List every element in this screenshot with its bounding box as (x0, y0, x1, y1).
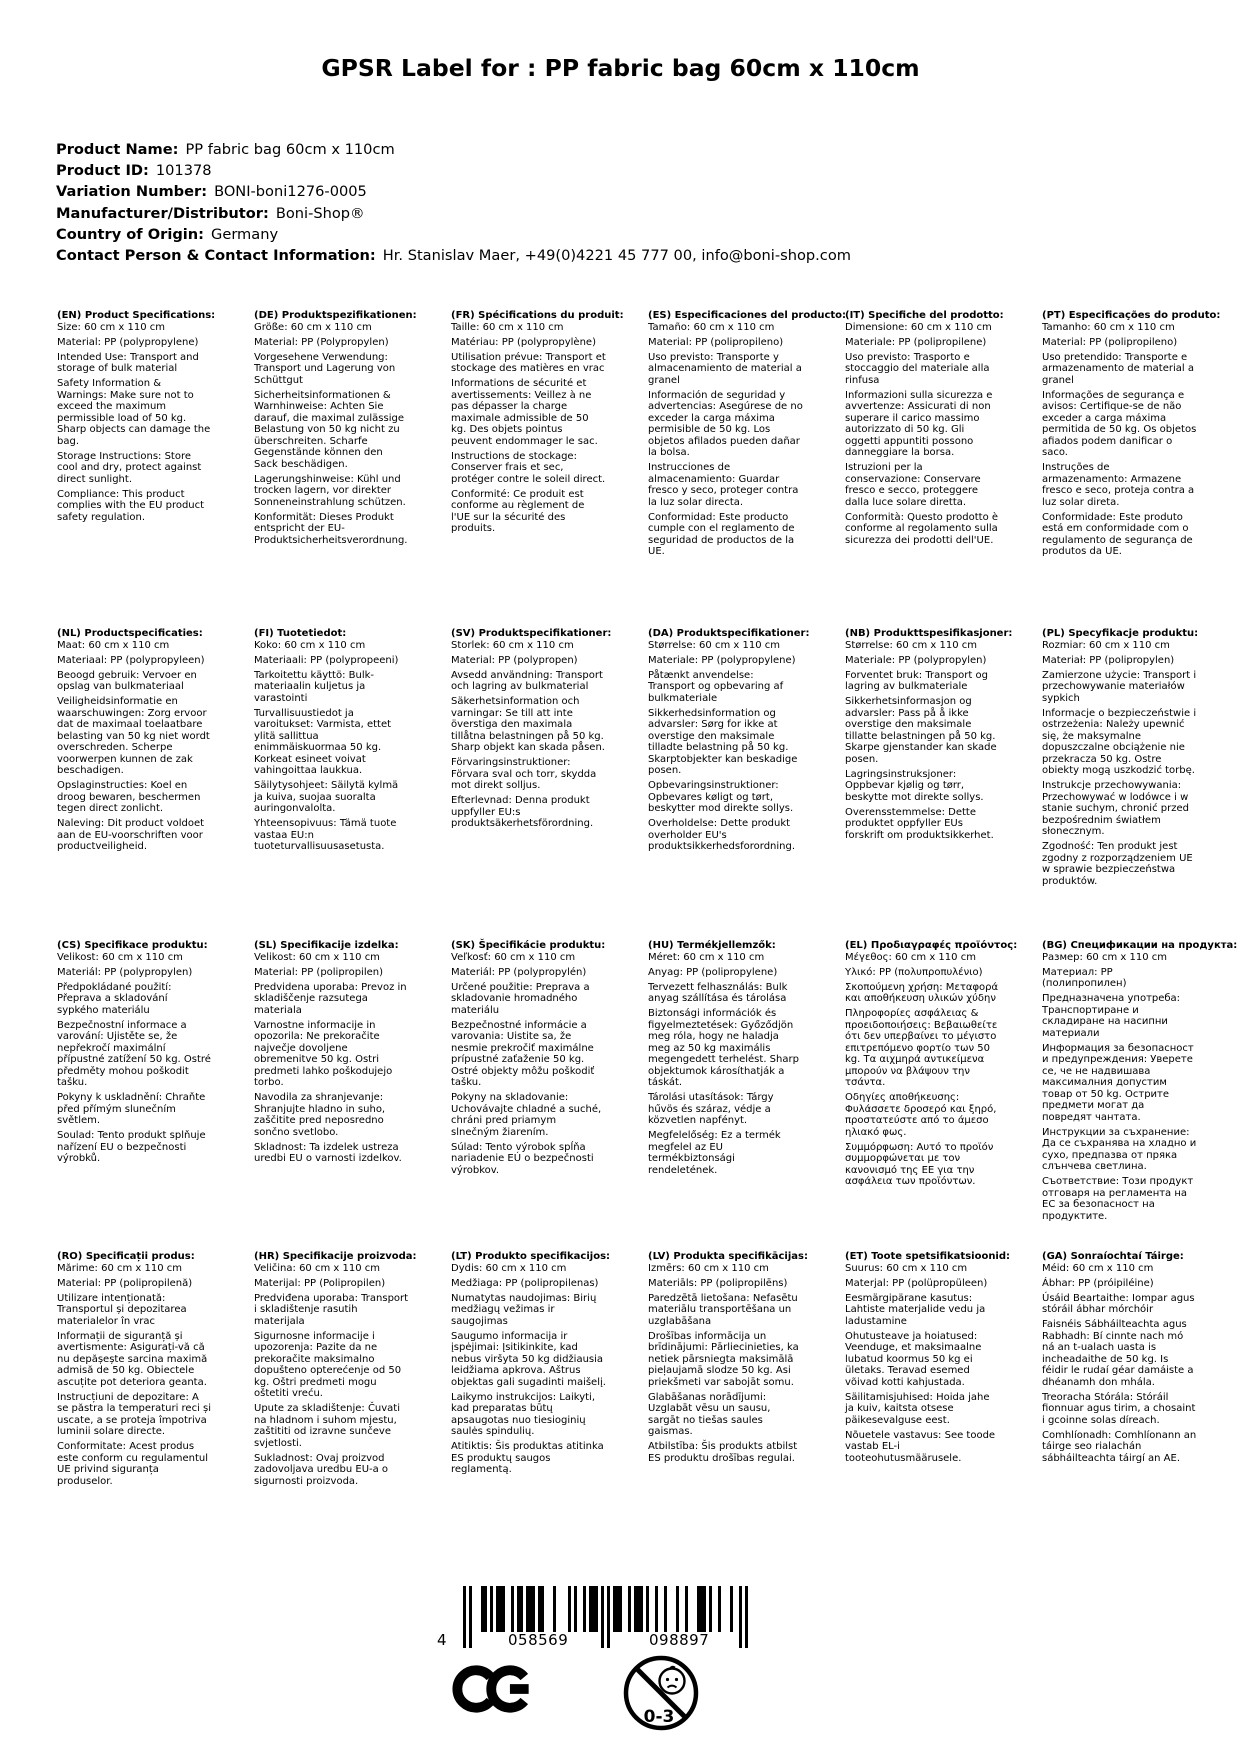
spec-paragraph: Инструкции за съхранение: Да се съхранява на хладно и сухо, предпазва от пряка слънчева светлина. (1042, 1126, 1197, 1172)
spec-paragraph: Pokyny k uskladnění: Chraňte před přímým slunečním světlem. (57, 1092, 206, 1126)
spec-paragraph: Yhteensopivuus: Tämä tuote vastaa EU:n tuoteturvallisuusasetusta. (254, 818, 397, 852)
spec-paragraph: Megfelelőség: Ez a termék megfelel az EU termékbiztonsági rendeletének. (648, 1130, 781, 1176)
spec-paragraph: Atitiktis: Šis produktas atitinka ES produktų saugos reglamentą. (451, 1441, 604, 1475)
spec-paragraph: Größe: 60 cm x 110 cm (254, 321, 372, 333)
spec-paragraph: Sukladnost: Ovaj proizvod zadovoljava uredbu EU-a o sigurnosti proizvoda. (254, 1452, 389, 1487)
field-value: Boni-Shop® (275, 204, 365, 222)
spec-paragraph: Materiaali: PP (polypropeeni) (254, 654, 399, 666)
spec-paragraph: Material: PP (polipropileno) (648, 336, 784, 348)
spec-paragraph: Varnostne informacije in opozorila: Ne prekoračite največje dovoljene obremenitve 50 kg. Ostri predmeti lahko poškodujejo torbo. (254, 1019, 393, 1088)
product-info-row (56, 224, 851, 245)
spec-block-heading: (PT) Especificações do produto: (1042, 310, 1221, 321)
spec-paragraph: Instruções de armazenamento: Armazene fresco e seco, proteja contra a luz solar direta. (1042, 462, 1195, 508)
field-value: BONI-boni1276-0005 (214, 183, 367, 201)
spec-paragraph: Forventet bruk: Transport og lagring av bulkmateriale (845, 669, 988, 692)
spec-paragraph: Tervezett felhasználás: Bulk anyag szállítása és tárolása (648, 981, 788, 1004)
spec-block-hu (648, 940, 803, 1251)
barcode-bar (718, 1586, 721, 1632)
spec-paragraph: Bezpečnostní informace a varování: Ujistěte se, že nepřekročí maximální přípustné zatížení 50 kg. Ostré předměty mohou poškodit tašku. (57, 1019, 211, 1088)
barcode-left-digits: 058569 (508, 1631, 569, 1649)
spec-paragraph: Материал: PP (полипропилен) (1042, 966, 1127, 989)
spec-block-heading: (DE) Produktspezifikationen: (254, 310, 417, 321)
spec-paragraph: Eesmärgipärane kasutus: Lahtiste materjalide vedu ja ladustamine (845, 1292, 986, 1327)
spec-paragraph: Información de seguridad y advertencias: Asegúrese de no exceder la carga máxima permisible de 50 kg. Los objetos afilados pueden dañar la bolsa. (648, 389, 803, 458)
field-value: Hr. Stanislav Maer, +49(0)4221 45 777 00, info@boni-shop.com (382, 247, 851, 265)
barcode (437, 1586, 748, 1650)
spec-paragraph: Suurus: 60 cm x 110 cm (845, 1262, 968, 1274)
spec-paragraph: Atbilstība: Šis produkts atbilst ES produktu drošības regulai. (648, 1441, 798, 1464)
spec-block-nl (57, 628, 212, 940)
baby-face-icon (660, 1667, 685, 1694)
field-label: Manufacturer/Distributor: (56, 204, 269, 222)
spec-paragraph: Säilitamisjuhised: Hoida jahe ja kuiv, kaitsta otsese päikesevalguse eest. (845, 1391, 990, 1426)
field-label: Product ID: (56, 162, 149, 180)
spec-paragraph: Veiligheidsinformatie en waarschuwingen: Zorg ervoor dat de maximaal toelaatbare belasting van 50 kg niet wordt overschreden. Scherpe voorwerpen kunnen de zak beschadigen. (57, 696, 210, 776)
spec-block-hr (254, 1251, 417, 1491)
spec-paragraph: Conformitate: Acest produs este conform cu regulamentul UE privind siguranța produselor. (57, 1441, 208, 1487)
spec-paragraph: Naleving: Dit product voldoet aan de EU-voorschriften voor productveiligheid. (57, 818, 205, 852)
spec-paragraph: Съответствие: Този продукт отговаря на регламента на ЕС за безопасност на продуктите. (1042, 1176, 1194, 1222)
spec-paragraph: Matériau: PP (polypropylène) (451, 336, 596, 348)
spec-paragraph: Lagerungshinweise: Kühl und trocken lagern, vor direkter Sonneneinstrahlung schützen. (254, 473, 406, 508)
spec-paragraph: Предназначена употреба: Транспортиране и складиране на насипни материали (1042, 993, 1181, 1039)
spec-paragraph: Mărime: 60 cm x 110 cm (57, 1262, 183, 1274)
language-specs-grid (57, 310, 1238, 1491)
spec-block-ga (1042, 1251, 1197, 1491)
ce-mark-icon (452, 1661, 534, 1717)
spec-paragraph: Sikkerhetsinformasjon og advarsler: Pass på å ikke overstige den maksimale tillatte belastningen på 50 kg. Skarpe gjenstander kan skade posen. (845, 696, 997, 765)
page-title: GPSR Label for : PP fabric bag 60cm x 110cm (321, 54, 920, 82)
spec-paragraph: Conformité: Ce produit est conforme au règlement de l'UE sur la sécurité des produits. (451, 488, 585, 534)
spec-paragraph: Material: PP (polypropylene) (57, 336, 199, 348)
spec-paragraph: Förvaringsinstruktioner: Förvara sval och torr, skydda mot direkt solljus. (451, 757, 597, 791)
spec-paragraph: Overensstemmelse: Dette produktet oppfyller EUs forskrift om produktsikkerhet. (845, 806, 994, 841)
spec-paragraph: Instrucciones de almacenamiento: Guardar fresco y seco, proteger contra la luz solar directa. (648, 462, 799, 508)
barcode-bar (676, 1586, 679, 1632)
spec-block-heading: (EL) Προδιαγραφές προϊόντος: (845, 940, 1018, 951)
spec-paragraph: Tárolási utasítások: Tárgy hűvös és száraz, védje a közvetlen napfényt. (648, 1092, 774, 1126)
spec-paragraph: Predvidena uporaba: Prevoz in skladiščenje razsutega materiala (254, 981, 407, 1016)
spec-paragraph: Utilizare intenționată: Transportul și depozitarea materialelor în vrac (57, 1292, 187, 1327)
barcode-bar (646, 1586, 649, 1632)
spec-block-heading: (EN) Product Specifications: (57, 310, 216, 321)
barcode-bar (469, 1586, 472, 1648)
spec-block-sl (254, 940, 409, 1251)
spec-paragraph: Material: PP (polipropilenă) (57, 1277, 193, 1289)
spec-block-heading: (LV) Produkta specifikācijas: (648, 1251, 808, 1262)
spec-paragraph: Informacje o bezpieczeństwie i ostrzeżenia: Należy upewnić się, że maksymalne dopuszczalne obciążenie nie przekracza 50 kg. Ostre obiekty mogą uszkodzić torbę. (1042, 707, 1197, 776)
spec-paragraph: Säilytysohjeet: Säilytä kylmä ja kuiva, suojaa suoralta auringonvalolta. (254, 780, 399, 814)
spec-block-bg (1042, 940, 1238, 1251)
spec-paragraph: Размер: 60 cm x 110 cm (1042, 951, 1167, 963)
spec-paragraph: Veľkosť: 60 cm x 110 cm (451, 951, 576, 963)
barcode-bar (745, 1586, 748, 1648)
spec-paragraph: Materijal: PP (Polipropilen) (254, 1277, 386, 1289)
spec-paragraph: Efterlevnad: Denna produkt uppfyller EU:s produktsäkerhetsförordning. (451, 795, 594, 829)
spec-paragraph: Uso previsto: Trasporto e stoccaggio del materiale alla rinfusa (845, 351, 990, 386)
spec-paragraph: Izmērs: 60 cm x 110 cm (648, 1262, 769, 1274)
spec-paragraph: Laikymo instrukcijos: Laikyti, kad preparatas būtų apsaugotas nuo tiesioginių saulės spindulių. (451, 1391, 595, 1437)
spec-paragraph: Overholdelse: Dette produkt overholder EU's produktsikkerhedsforordning. (648, 818, 796, 852)
barcode-bar (520, 1586, 523, 1632)
spec-block-sv (451, 628, 612, 940)
spec-paragraph: Säkerhetsinformation och varningar: Se till att inte överstiga den maximala tillåtna belastningen på 50 kg. Sharp objekt kan skada påsen. (451, 696, 605, 753)
spec-block-heading: (RO) Specificații produs: (57, 1251, 195, 1262)
spec-paragraph: Medžiaga: PP (polipropilenas) (451, 1277, 599, 1289)
barcode-bar (532, 1586, 535, 1632)
spec-paragraph: Υλικό: PP (πολυπροπυλένιο) (845, 966, 983, 978)
spec-paragraph: Skladnost: Ta izdelek ustreza uredbi EU o varnosti izdelkov. (254, 1141, 402, 1164)
spec-paragraph: Saugumo informacija ir įspėjimai: Įsitikinkite, kad nebus viršyta 50 kg didžiausia leidžiama apkrova. Aštrus objektas gali sugadinti maišelį. (451, 1330, 606, 1388)
spec-block-heading: (FI) Tuotetiedot: (254, 628, 347, 639)
spec-paragraph: Opbevaringsinstruktioner: Opbevares køligt og tørt, beskytter mod direkte sollys. (648, 780, 794, 814)
barcode-bar (709, 1586, 712, 1632)
spec-paragraph: Materjal: PP (polüpropüleen) (845, 1277, 988, 1289)
barcode-bar (655, 1586, 658, 1632)
spec-paragraph: Méret: 60 cm x 110 cm (648, 951, 765, 963)
spec-paragraph: Uso pretendido: Transporte e armazenamento de material a granel (1042, 351, 1194, 386)
spec-paragraph: Størrelse: 60 cm x 110 cm (845, 639, 977, 651)
spec-paragraph: Drošības informācija un brīdinājumi: Pārliecinieties, ka netiek pārsniegta maksimālā pieļaujamā slodze 50 kg. Asi priekšmeti var sabojāt somu. (648, 1330, 799, 1388)
spec-paragraph: Dimensione: 60 cm x 110 cm (845, 321, 992, 333)
field-value: 101378 (155, 162, 212, 180)
barcode-bar (703, 1586, 706, 1632)
spec-paragraph: Størrelse: 60 cm x 110 cm (648, 639, 780, 651)
spec-paragraph: Upute za skladištenje: Čuvati na hladnom i suhom mjestu, zaštititi od izravne sunčeve svjetlosti. (254, 1403, 401, 1449)
product-info-row (56, 181, 851, 202)
spec-paragraph: Instructions de stockage: Conserver frais et sec, protéger contre le soleil direct. (451, 450, 606, 485)
barcode-bar (553, 1586, 556, 1632)
field-label: Variation Number: (56, 183, 208, 201)
spec-paragraph: Safety Information & Warnings: Make sure not to exceed the maximum permissible load of 50 kg. Sharp objects can damage the bag. (57, 378, 211, 447)
spec-paragraph: Maat: 60 cm x 110 cm (57, 639, 170, 651)
product-info (56, 139, 851, 266)
spec-paragraph: Lagringsinstruksjoner: Oppbevar kjølig og tørr, beskytte mot direkte sollys. (845, 768, 984, 803)
spec-paragraph: Conformità: Questo prodotto è conforme al regolamento sulla sicurezza dei prodotti dell'UE. (845, 511, 999, 546)
barcode-bar (685, 1586, 688, 1632)
spec-block-es (648, 310, 847, 628)
field-label: Product Name: (56, 141, 179, 158)
spec-block-fi (254, 628, 409, 940)
spec-paragraph: Veličina: 60 cm x 110 cm (254, 1262, 380, 1274)
spec-paragraph: Conformidad: Este producto cumple con el reglamento de seguridad de productos de la UE. (648, 511, 795, 557)
product-info-row (56, 245, 851, 266)
spec-paragraph: Materiale: PP (polypropylene) (648, 654, 796, 666)
spec-paragraph: Påtænkt anvendelse: Transport og opbevaring af bulkmateriale (648, 669, 784, 704)
spec-block-heading: (DA) Produktspecifikationer: (648, 628, 810, 639)
spec-paragraph: Treoracha Stórála: Stóráil fionnuar agus tirim, a chosaint i gcoinne solas díreach. (1042, 1391, 1196, 1426)
spec-block-heading: (HU) Termékjellemzők: (648, 940, 776, 951)
spec-paragraph: Súlad: Tento výrobok spĺňa nariadenie EÚ o bezpečnosti výrobkov. (451, 1141, 594, 1176)
product-info-row (56, 160, 851, 181)
age-warning-0-3-icon (622, 1654, 700, 1732)
spec-paragraph: Instrukcje przechowywania: Przechowywać w lodówce i w stanie suchym, chronić przed bezpośrednim światłem słonecznym. (1042, 780, 1189, 837)
spec-block-pl (1042, 628, 1197, 940)
spec-paragraph: Taille: 60 cm x 110 cm (451, 321, 564, 333)
spec-paragraph: Materiaal: PP (polypropyleen) (57, 654, 205, 666)
field-label: Contact Person & Contact Information: (56, 247, 376, 265)
field-value: Germany (211, 225, 279, 243)
spec-paragraph: Beoogd gebruik: Vervoer en opslag van bulkmateriaal (57, 669, 197, 692)
age-warning-label: 0-3 (643, 1707, 675, 1727)
spec-paragraph: Materiál: PP (polypropylén) (451, 966, 587, 978)
spec-paragraph: Ábhar: PP (próipiléine) (1042, 1277, 1154, 1289)
spec-block-it (845, 310, 1004, 628)
spec-paragraph: Material: PP (Polypropylen) (254, 336, 389, 348)
spec-paragraph: Numatytas naudojimas: Birių medžiagų vežimas ir saugojimas (451, 1292, 597, 1327)
spec-paragraph: Material: PP (polipropileno) (1042, 336, 1178, 348)
barcode-bar (502, 1586, 505, 1632)
spec-paragraph: Opslaginstructies: Koel en droog bewaren, beschermen tegen direct zonlicht. (57, 780, 201, 814)
spec-paragraph: Informations de sécurité et avertissements: Veillez à ne pas dépasser la charge maximale admissible de 50 kg. Des objets pointus peuvent endommager le sac. (451, 378, 598, 447)
spec-paragraph: Avsedd användning: Transport och lagring av bulkmaterial (451, 669, 603, 692)
spec-block-nb (845, 628, 1013, 940)
spec-paragraph: Информация за безопасност и предупреждения: Уверете се, че не надвишава максималния допустим товар от 50 kg. Острите предмети могат да повредят чантата. (1042, 1042, 1194, 1123)
spec-paragraph: Koko: 60 cm x 110 cm (254, 639, 366, 651)
spec-block-heading: (FR) Spécifications du produit: (451, 310, 624, 321)
spec-paragraph: Ohutusteave ja hoiatused: Veenduge, et maksimaalne lubatud koormus 50 kg ei ületaks. Teravad esemed võivad kotti kahjustada. (845, 1330, 982, 1388)
spec-paragraph: Materiál: PP (polypropylen) (57, 966, 193, 978)
spec-paragraph: Istruzioni per la conservazione: Conservare fresco e secco, proteggere dalla luce solare diretta. (845, 462, 981, 508)
field-value: PP fabric bag 60cm x 110cm (185, 141, 395, 158)
spec-paragraph: Určené použitie: Preprava a skladovanie hromadného materiálu (451, 981, 590, 1016)
spec-paragraph: Utilisation prévue: Transport et stockage des matières en vrac (451, 351, 606, 374)
spec-paragraph: Material: PP (polipropilen) (254, 966, 383, 978)
spec-block-heading: (PL) Specyfikacje produktu: (1042, 628, 1199, 639)
spec-block-el (845, 940, 1018, 1251)
spec-paragraph: Materiale: PP (polypropylen) (845, 654, 987, 666)
barcode-bar (484, 1586, 487, 1632)
spec-paragraph: Tarkoitettu käyttö: Bulk-materiaalin kuljetus ja varastointi (254, 669, 374, 704)
spec-paragraph: Comhlíonadh: Comhlíonann an táirge seo rialachán sábháilteachta táirgí an AE. (1042, 1429, 1197, 1464)
barcode-bar (739, 1586, 742, 1648)
barcode-bar (601, 1586, 604, 1648)
barcode-bar (607, 1586, 610, 1648)
spec-paragraph: Sigurnosne informacije i upozorenja: Pazite da ne prekoračite maksimalno dopušteno opterećenje od 50 kg. Oštri predmeti mogu oštetiti vreću. (254, 1330, 402, 1399)
spec-block-heading: (SK) Špecifikácie produktu: (451, 940, 606, 951)
spec-block-heading: (NL) Productspecificaties: (57, 628, 203, 639)
spec-block-heading: (NB) Produkttspesifikasjoner: (845, 628, 1013, 639)
spec-paragraph: Glabāšanas norādījumi: Uzglabāt vēsu un sausu, sargāt no tiešas saules gaismas. (648, 1391, 771, 1437)
spec-block-et (845, 1251, 1011, 1491)
spec-paragraph: Turvallisuustiedot ja varoitukset: Varmista, ettet ylitä sallittua enimmäiskuormaa 50 kg. Korkeat esineet voivat vahingoittaa laukkua. (254, 707, 392, 776)
spec-paragraph: Uso previsto: Transporte y almacenamiento de material a granel (648, 351, 802, 386)
spec-paragraph: Zamierzone użycie: Transport i przechowywanie materiałów sypkich (1042, 669, 1197, 704)
spec-block-heading: (SL) Specifikacije izdelka: (254, 940, 399, 951)
spec-block-fr (451, 310, 624, 628)
spec-paragraph: Vorgesehene Verwendung: Transport und Lagerung von Schüttgut (254, 351, 396, 386)
spec-block-cs (57, 940, 212, 1251)
barcode-bar (664, 1586, 667, 1632)
spec-paragraph: Storage Instructions: Store cool and dry, protect against direct sunlight. (57, 450, 202, 485)
barcode-bar (511, 1586, 514, 1632)
spec-paragraph: Informații de siguranță și avertismente: Asigurați-vă că nu depășește sarcina maximă admisă de 50 kg. Obiectele ascuțite pot deteriora geanta. (57, 1330, 208, 1388)
barcode-bar (619, 1586, 622, 1632)
spec-block-heading: (ET) Toote spetsifikatsioonid: (845, 1251, 1011, 1262)
spec-paragraph: Velikost: 60 cm x 110 cm (57, 951, 183, 963)
barcode-bar (490, 1586, 493, 1632)
spec-block-heading: (IT) Specifiche del prodotto: (845, 310, 1004, 321)
spec-paragraph: Biztonsági információk és figyelmeztetések: Győződjön meg róla, hogy ne haladja meg az 50 kg maximális megengedett terhelést. Sharp objektumok károsíthatják a táskát. (648, 1008, 799, 1088)
spec-paragraph: Size: 60 cm x 110 cm (57, 321, 165, 333)
spec-paragraph: Compliance: This product complies with the EU product safety regulation. (57, 488, 205, 523)
spec-paragraph: Material: PP (polypropen) (451, 654, 578, 666)
spec-block-heading: (CS) Specifikace produktu: (57, 940, 208, 951)
barcode-bar (595, 1586, 598, 1632)
spec-block-ro (57, 1251, 212, 1491)
spec-paragraph: Tamaño: 60 cm x 110 cm (648, 321, 775, 333)
spec-block-heading: (HR) Specifikacije proizvoda: (254, 1251, 417, 1262)
product-info-row (56, 203, 851, 224)
spec-paragraph: Rozmiar: 60 cm x 110 cm (1042, 639, 1170, 651)
spec-paragraph: Σκοπούμενη χρήση: Μεταφορά και αποθήκευση υλικών χύδην (845, 981, 999, 1004)
spec-paragraph: Tamanho: 60 cm x 110 cm (1042, 321, 1175, 333)
spec-paragraph: Conformidade: Este produto está em conformidade com o regulamento de segurança de produtos da UE. (1042, 511, 1193, 557)
spec-paragraph: Οδηγίες αποθήκευσης: Φυλάσσετε δροσερό και ξηρό, προστατεύστε από το άμεσο ηλιακό φως. (845, 1092, 997, 1138)
spec-block-en (57, 310, 216, 628)
spec-paragraph: Paredzētā lietošana: Nefasētu materiālu transportēšana un uzglabāšana (648, 1292, 798, 1327)
spec-paragraph: Předpokládané použití: Přeprava a skladování sypkého materiálu (57, 981, 172, 1016)
spec-paragraph: Faisnéis Sábháilteachta agus Rabhadh: Bí cinnte nach mó ná an t-ualach uasta is incheadaithe de 50 kg. Is féidir le rudaí géar damáiste a dhéanamh don mhála. (1042, 1319, 1194, 1388)
product-info-row (56, 139, 851, 160)
spec-block-heading: (LT) Produkto specifikacijos: (451, 1251, 611, 1262)
spec-paragraph: Anyag: PP (polipropylene) (648, 966, 778, 978)
spec-paragraph: Πληροφορίες ασφάλειας & προειδοποιήσεις: Βεβαιωθείτε ότι δεν υπερβαίνει το μέγιστο επιτρεπόμενο φορτίο των 50 kg. Τα αιχμηρά αντικείμενα μπορούν να βλάψουν την τσάντα. (845, 1008, 998, 1088)
barcode-bar (640, 1586, 643, 1632)
spec-paragraph: Intended Use: Transport and storage of bulk material (57, 351, 199, 374)
spec-paragraph: Méid: 60 cm x 110 cm (1042, 1262, 1154, 1274)
barcode-bar (568, 1586, 571, 1632)
spec-block-pt (1042, 310, 1221, 628)
barcode-bar (574, 1586, 577, 1632)
spec-paragraph: Materiale: PP (polipropilene) (845, 336, 987, 348)
spec-block-heading: (ES) Especificaciones del producto: (648, 310, 847, 321)
spec-paragraph: Navodila za shranjevanje: Shranjujte hladno in suho, zaščitite pred neposredno sončno svetlobo. (254, 1092, 386, 1138)
spec-paragraph: Pokyny na skladovanie: Uchovávajte chladné a suché, chráni pred priamym slnečným žiarením. (451, 1092, 602, 1138)
spec-paragraph: Συμμόρφωση: Αυτό το προϊόν συμμορφώνεται με τον κανονισμό της ΕΕ για την ασφάλεια των προϊόντων. (845, 1141, 994, 1187)
field-label: Country of Origin: (56, 225, 205, 243)
spec-paragraph: Materiāls: PP (polipropilēns) (648, 1277, 788, 1289)
barcode-bar (583, 1586, 586, 1632)
barcode-right-digits: 098897 (649, 1631, 710, 1649)
spec-paragraph: Storlek: 60 cm x 110 cm (451, 639, 574, 651)
spec-paragraph: Μέγεθος: 60 cm x 110 cm (845, 951, 976, 963)
barcode-bar (463, 1586, 466, 1648)
spec-block-heading: (BG) Спецификации на продукта: (1042, 940, 1238, 951)
spec-paragraph: Bezpečnostné informácie a varovania: Uistite sa, že nesmie prekročiť maximálne prípustné zaťaženie 50 kg. Ostré objekty môžu poškodiť tašku. (451, 1019, 595, 1088)
spec-block-de (254, 310, 417, 628)
barcode-bar (730, 1586, 733, 1632)
spec-paragraph: Predviđena uporaba: Transport i skladištenje rasutih materijala (254, 1292, 409, 1327)
spec-block-sk (451, 940, 606, 1251)
spec-block-lv (648, 1251, 808, 1491)
spec-paragraph: Sicherheitsinformationen & Warnhinweise: Achten Sie darauf, die maximal zulässige Belastung von 50 kg nicht zu überschreiten. Scharfe Gegenstände können den Sack beschädigen. (254, 389, 404, 470)
spec-paragraph: Materiał: PP (polipropylen) (1042, 654, 1175, 666)
spec-block-lt (451, 1251, 611, 1491)
spec-paragraph: Nõuetele vastavus: See toode vastab EL-i tooteohutusmäärusele. (845, 1429, 996, 1464)
spec-paragraph: Zgodność: Ten produkt jest zgodny z rozporządzeniem UE w sprawie bezpieczeństwa produktów. (1042, 841, 1193, 887)
spec-paragraph: Informazioni sulla sicurezza e avvertenze: Assicurati di non superare il carico massimo autorizzato di 50 kg. Gli oggetti appuntiti possono danneggiare la borsa. (845, 389, 993, 458)
spec-block-da (648, 628, 810, 940)
spec-paragraph: Dydis: 60 cm x 110 cm (451, 1262, 567, 1274)
barcode-bar (628, 1586, 631, 1632)
barcode-bar (541, 1586, 544, 1632)
barcode-prefix-digit: 4 (437, 1631, 448, 1649)
spec-paragraph: Sikkerhedsinformation og advarsler: Sørg for ikke at overstige den maksimale tilladte belastning på 50 kg. Skarptobjekter kan beskadige posen. (648, 707, 798, 776)
spec-paragraph: Konformität: Dieses Produkt entspricht der EU-Produktsicherheitsverordnung. (254, 511, 408, 546)
spec-paragraph: Velikost: 60 cm x 110 cm (254, 951, 380, 963)
spec-paragraph: Instrucțiuni de depozitare: A se păstra la temperaturi reci și uscate, a se proteja împotriva luminii solare directe. (57, 1391, 212, 1437)
spec-block-heading: (SV) Produktspecifikationer: (451, 628, 612, 639)
spec-paragraph: Soulad: Tento produkt splňuje nařízení EU o bezpečnosti výrobků. (57, 1130, 206, 1164)
spec-block-heading: (GA) Sonraíochtaí Táirge: (1042, 1251, 1184, 1262)
spec-paragraph: Úsáid Beartaithe: Iompar agus stóráil ábhar mórchóir (1042, 1292, 1195, 1315)
spec-paragraph: Informações de segurança e avisos: Certifique-se de não exceder a carga máxima permitida de 50 kg. Os objetos afiados podem danificar o saco. (1042, 389, 1197, 458)
